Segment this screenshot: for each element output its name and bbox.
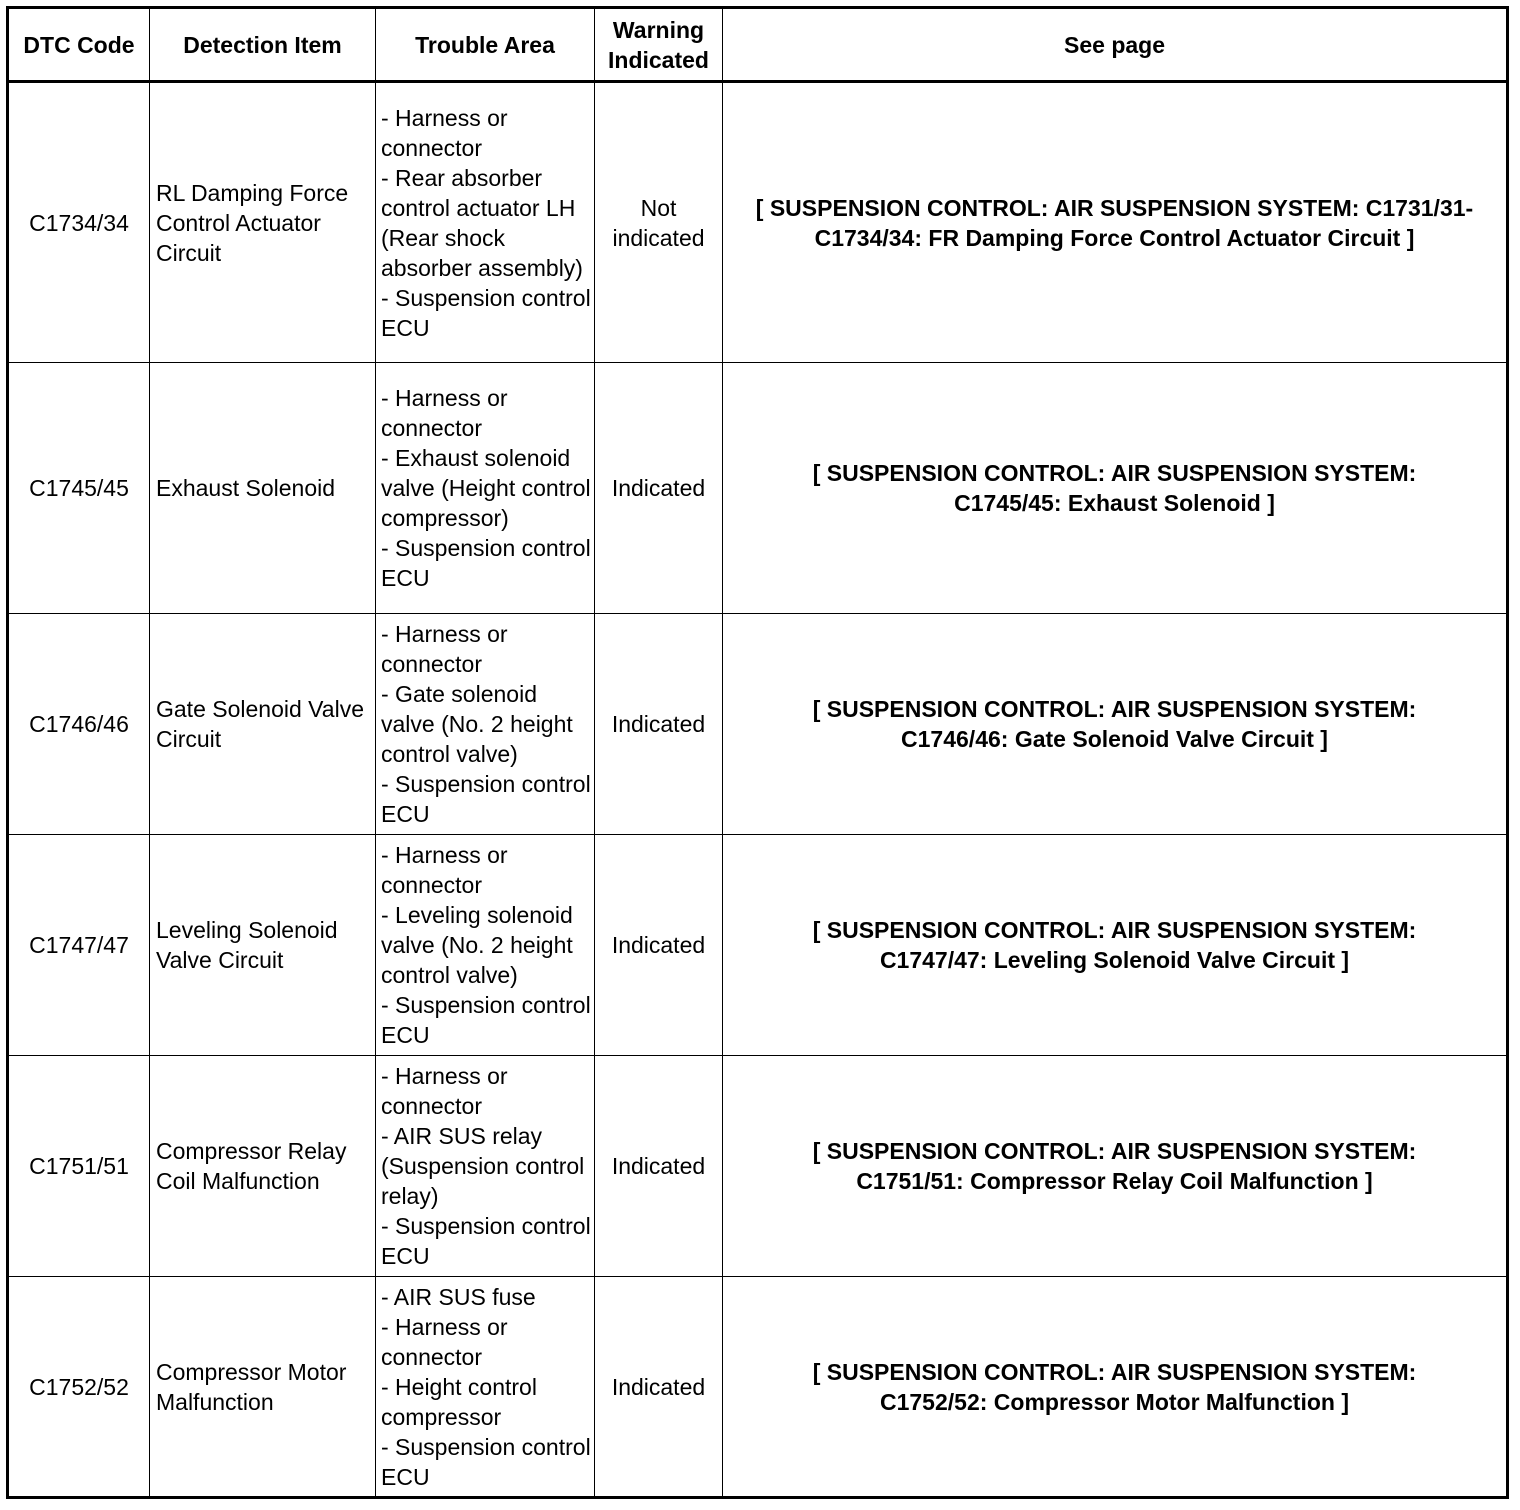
detection-item-cell: Compressor Motor Malfunction <box>150 1277 376 1498</box>
header-dtc-code: DTC Code <box>8 8 150 82</box>
trouble-area-text: - Harness or connector - Rear absorber control actuator LH (Rear shock absorber assembly) - Suspension control ECU <box>381 104 591 341</box>
header-warning-indicated-label: Warning Indicated <box>608 16 709 73</box>
see-page-link[interactable]: [ SUSPENSION CONTROL: AIR SUSPENSION SYSTEM: C1752/52: Compressor Motor Malfunction ] <box>812 1358 1417 1415</box>
table-body <box>8 82 1508 1498</box>
table-row <box>8 835 1508 1056</box>
trouble-area-cell <box>376 835 595 1056</box>
detection-item-cell: Gate Solenoid Valve Circuit <box>150 614 376 835</box>
table-header <box>8 8 1508 82</box>
trouble-area-text: - Harness or connector - Gate solenoid valve (No. 2 height control valve) - Suspension control ECU <box>381 621 591 827</box>
see-page-cell <box>723 1277 1508 1498</box>
detection-item-cell: Exhaust Solenoid <box>150 363 376 614</box>
see-page-link[interactable]: [ SUSPENSION CONTROL: AIR SUSPENSION SYSTEM: C1747/47: Leveling Solenoid Valve Circuit ] <box>812 917 1417 973</box>
header-trouble-area: Trouble Area <box>376 8 595 82</box>
table-row <box>8 614 1508 835</box>
trouble-area-text: - Harness or connector - Exhaust solenoid valve (Height control compressor) - Suspension control ECU <box>381 385 591 591</box>
header-see-page: See page <box>723 8 1508 82</box>
see-page-cell <box>723 614 1508 835</box>
table-row <box>8 82 1508 363</box>
dtc-table <box>6 6 1509 1499</box>
header-warning-indicated <box>595 8 723 82</box>
see-page-cell <box>723 1056 1508 1277</box>
trouble-area-text: - Harness or connector - AIR SUS relay (Suspension control relay) - Suspension control ECU <box>381 1063 591 1269</box>
dtc-code-cell: C1745/45 <box>8 363 150 614</box>
dtc-code-cell: C1746/46 <box>8 614 150 835</box>
dtc-code-cell: C1751/51 <box>8 1056 150 1277</box>
warning-indicated-cell: Indicated <box>595 835 723 1056</box>
trouble-area-cell <box>376 1277 595 1498</box>
detection-item-cell: RL Damping Force Control Actuator Circuit <box>150 82 376 363</box>
header-row <box>8 8 1508 82</box>
dtc-code-cell: C1752/52 <box>8 1277 150 1498</box>
header-detection-item: Detection Item <box>150 8 376 82</box>
trouble-area-cell <box>376 363 595 614</box>
table-row <box>8 1277 1508 1498</box>
warning-indicated-text: Not indicated <box>612 194 705 251</box>
warning-indicated-cell: Indicated <box>595 1277 723 1498</box>
trouble-area-text: - Harness or connector - Leveling solenoid valve (No. 2 height control valve) - Suspension control ECU <box>381 842 591 1048</box>
see-page-link[interactable]: [ SUSPENSION CONTROL: AIR SUSPENSION SYSTEM: C1745/45: Exhaust Solenoid ] <box>812 460 1417 516</box>
dtc-code-cell: C1734/34 <box>8 82 150 363</box>
dtc-code-cell: C1747/47 <box>8 835 150 1056</box>
table-row <box>8 363 1508 614</box>
warning-indicated-cell: Indicated <box>595 363 723 614</box>
detection-item-cell: Leveling Solenoid Valve Circuit <box>150 835 376 1056</box>
see-page-cell <box>723 82 1508 363</box>
see-page-link[interactable]: [ SUSPENSION CONTROL: AIR SUSPENSION SYSTEM: C1746/46: Gate Solenoid Valve Circuit ] <box>812 696 1417 752</box>
see-page-cell <box>723 835 1508 1056</box>
warning-indicated-cell: Indicated <box>595 614 723 835</box>
warning-indicated-cell <box>595 82 723 363</box>
see-page-link[interactable]: [ SUSPENSION CONTROL: AIR SUSPENSION SYSTEM: C1731/31-C1734/34: FR Damping Force Control Actuator Circuit ] <box>755 194 1474 251</box>
see-page-cell <box>723 363 1508 614</box>
detection-item-cell: Compressor Relay Coil Malfunction <box>150 1056 376 1277</box>
trouble-area-cell <box>376 82 595 363</box>
trouble-area-cell <box>376 1056 595 1277</box>
trouble-area-text: - AIR SUS fuse - Harness or connector - Height control compressor - Suspension control ECU <box>381 1283 591 1490</box>
warning-indicated-cell: Indicated <box>595 1056 723 1277</box>
table-row <box>8 1056 1508 1277</box>
see-page-link[interactable]: [ SUSPENSION CONTROL: AIR SUSPENSION SYSTEM: C1751/51: Compressor Relay Coil Malfunction ] <box>812 1138 1417 1194</box>
trouble-area-cell <box>376 614 595 835</box>
